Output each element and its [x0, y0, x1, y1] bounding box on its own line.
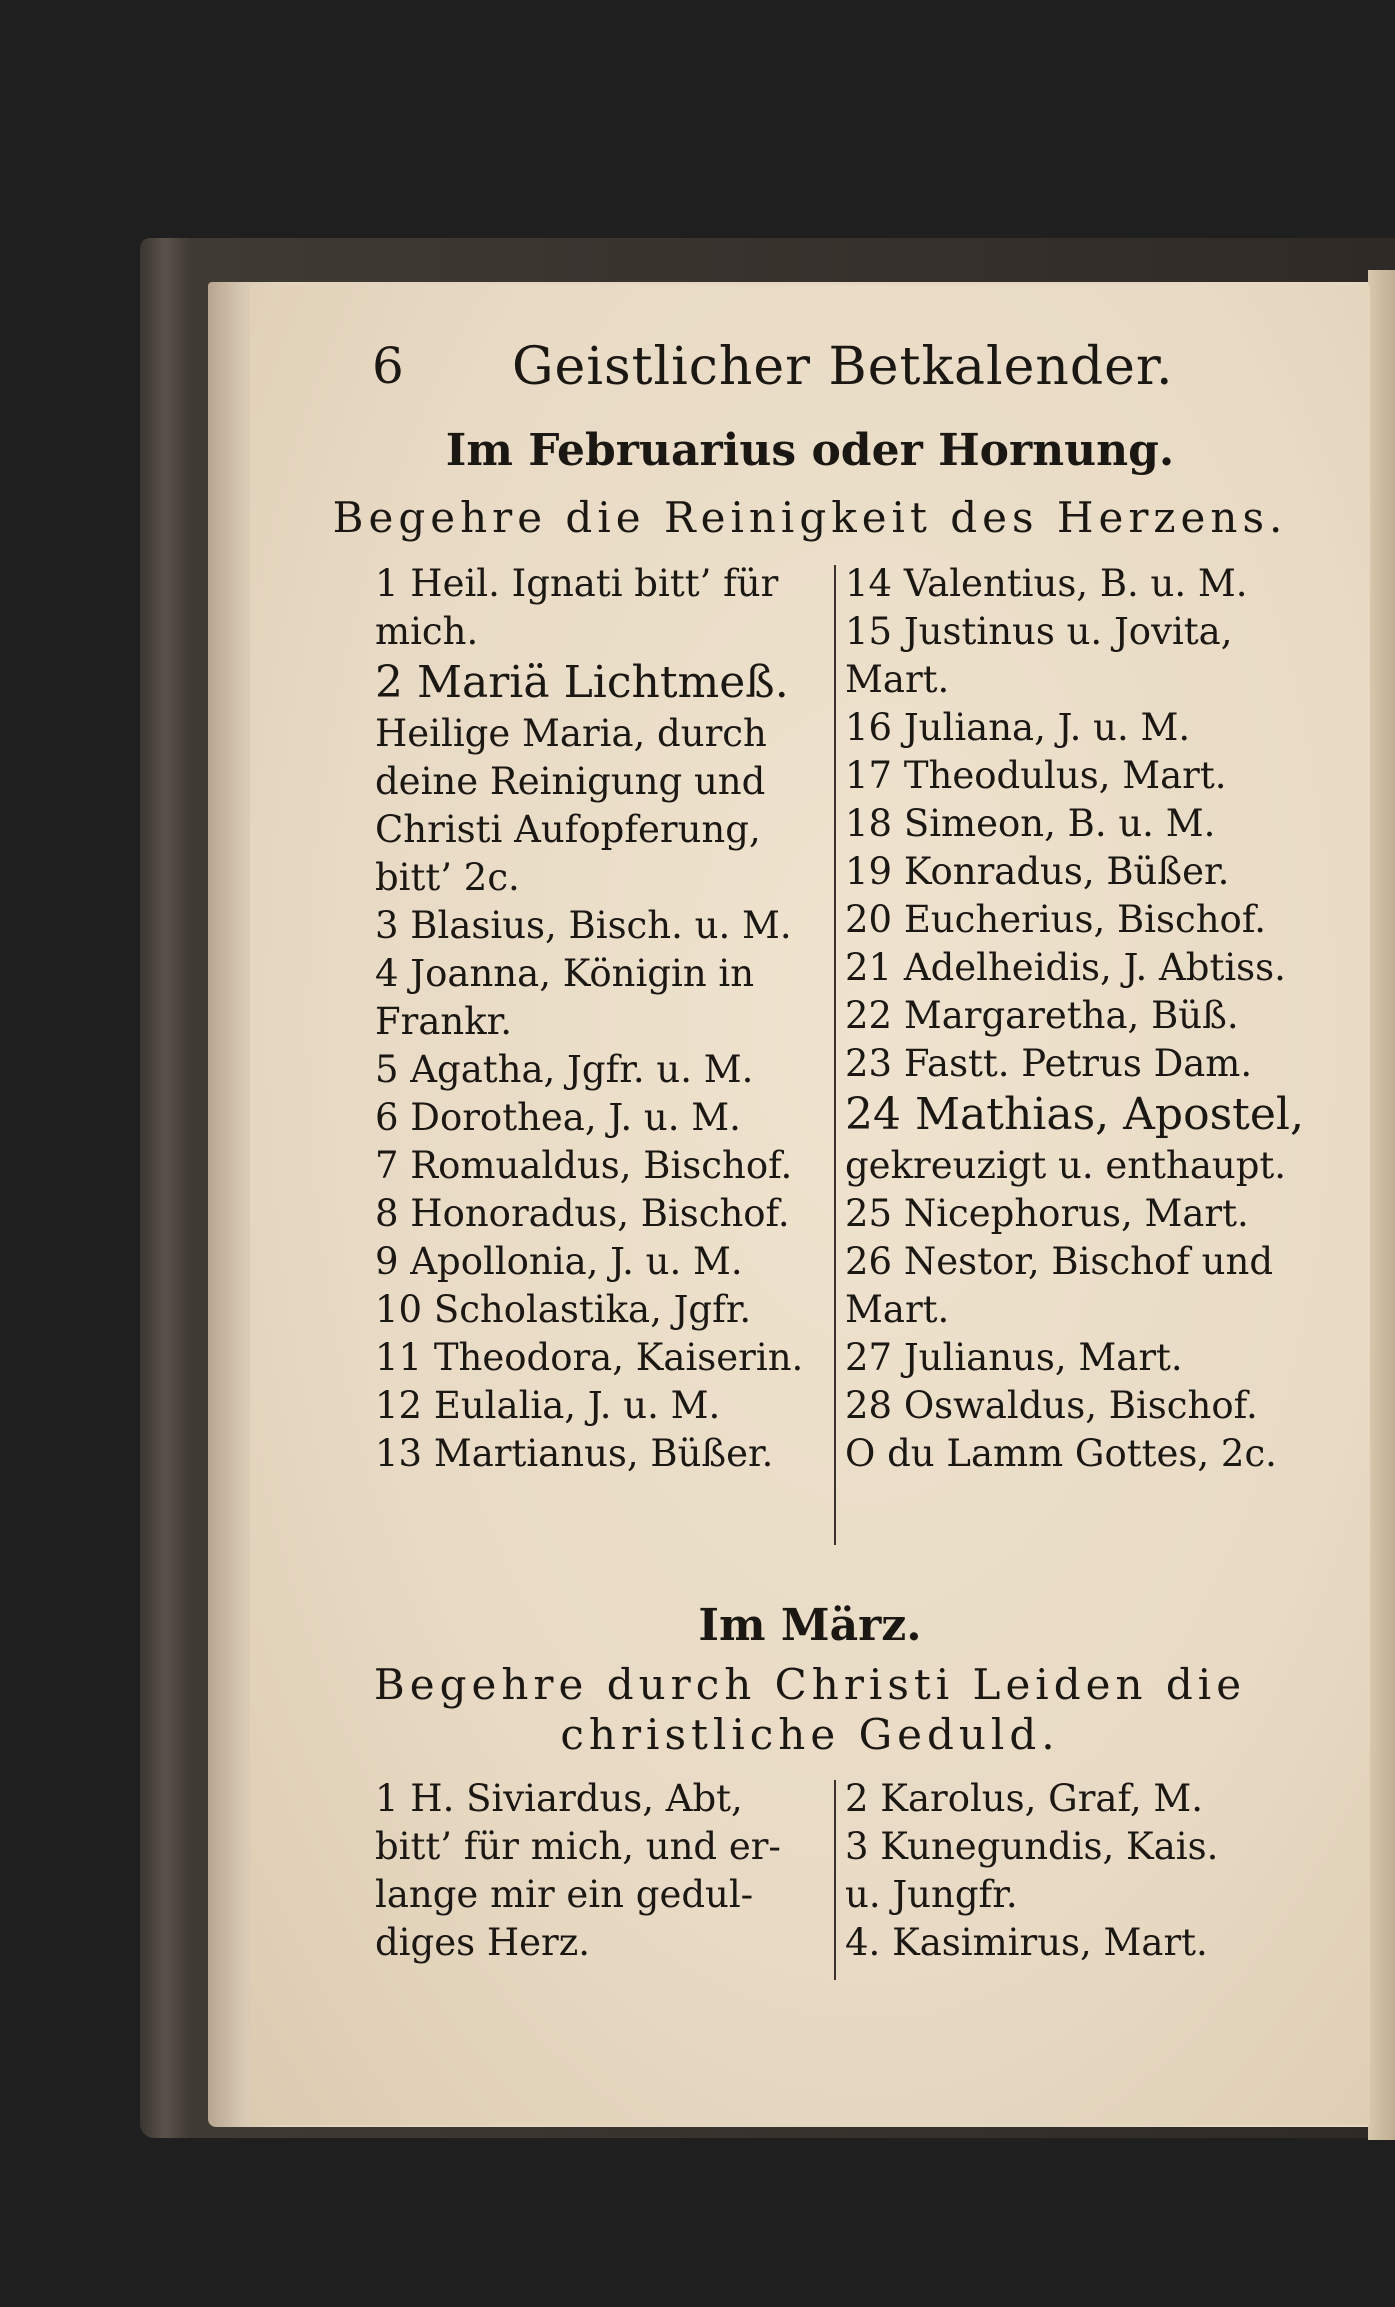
calendar-entry: 24 Mathias, Apostel, [845, 1089, 1304, 1140]
calendar-entry: 4 Joanna, Königin in [375, 952, 755, 995]
march-title: Im März. [698, 1600, 922, 1651]
calendar-entry: diges Herz. [375, 1921, 590, 1964]
calendar-entry: 2 Mariä Lichtmeß. [375, 657, 789, 708]
calendar-entry: 14 Valentius, B. u. M. [845, 562, 1248, 605]
calendar-entry: 23 Fastt. Petrus Dam. [845, 1042, 1253, 1085]
calendar-entry: Frankr. [375, 1000, 513, 1043]
calendar-entry: 13 Martianus, Büßer. [375, 1432, 774, 1475]
calendar-entry: 9 Apollonia, J. u. M. [375, 1240, 743, 1283]
calendar-entry: Christi Aufopferung, [375, 808, 761, 851]
calendar-entry: 4. Kasimirus, Mart. [845, 1921, 1208, 1964]
calendar-entry: Heilige Maria, durch [375, 712, 767, 755]
march-left-column [375, 1775, 825, 1967]
calendar-entry: 17 Theodulus, Mart. [845, 754, 1227, 797]
february-right-column [845, 560, 1305, 1478]
calendar-entry: bitt’ für mich, und er- [375, 1825, 781, 1868]
next-page-edge [1368, 270, 1395, 2140]
calendar-entry: 3 Kunegundis, Kais. [845, 1825, 1219, 1868]
calendar-entry: u. Jungfr. [845, 1873, 1018, 1916]
february-left-column [375, 560, 825, 1478]
calendar-entry: Mart. [845, 658, 950, 701]
page-header [372, 337, 1312, 397]
calendar-entry: 20 Eucherius, Bischof. [845, 898, 1266, 941]
calendar-entry: 26 Nestor, Bischof und [845, 1240, 1274, 1283]
calendar-entry: 18 Simeon, B. u. M. [845, 802, 1216, 845]
calendar-entry: 5 Agatha, Jgfr. u. M. [375, 1048, 754, 1091]
calendar-entry: bitt’ 2c. [375, 856, 520, 899]
calendar-entry: 1 H. Siviardus, Abt, [375, 1777, 743, 1820]
calendar-entry: 27 Julianus, Mart. [845, 1336, 1183, 1379]
calendar-entry: O du Lamm Gottes, 2c. [845, 1432, 1277, 1475]
calendar-entry: 11 Theodora, Kaiserin. [375, 1336, 804, 1379]
calendar-entry: 10 Scholastika, Jgfr. [375, 1288, 752, 1331]
calendar-entry: deine Reinigung und [375, 760, 766, 803]
running-title: Geistlicher Betkalender. [512, 337, 1174, 397]
calendar-entry: 25 Nicephorus, Mart. [845, 1192, 1249, 1235]
calendar-entry: 8 Honoradus, Bischof. [375, 1192, 790, 1235]
calendar-entry: lange mir ein gedul- [375, 1873, 754, 1916]
calendar-entry: Mart. [845, 1288, 950, 1331]
march-motto-line-1: Begehre durch Christi Leiden die [373, 1660, 1247, 1709]
calendar-entry: 3 Blasius, Bisch. u. M. [375, 904, 792, 947]
calendar-entry: 2 Karolus, Graf, M. [845, 1777, 1203, 1820]
calendar-entry: 12 Eulalia, J. u. M. [375, 1384, 721, 1427]
calendar-entry: 7 Romualdus, Bischof. [375, 1144, 793, 1187]
page-number: 6 [372, 337, 404, 395]
february-motto: Begehre die Reinigkeit des Herzens. [332, 493, 1288, 542]
march-right-column [845, 1775, 1305, 1967]
calendar-entry: 21 Adelheidis, J. Abtiss. [845, 946, 1286, 989]
calendar-entry: 16 Juliana, J. u. M. [845, 706, 1191, 749]
calendar-entry: 22 Margaretha, Büß. [845, 994, 1239, 1037]
column-divider [834, 1780, 836, 1980]
calendar-entry: 15 Justinus u. Jovita, [845, 610, 1233, 653]
book-page [250, 285, 1370, 2125]
march-motto-line-2: christliche Geduld. [560, 1710, 1060, 1759]
calendar-entry: gekreuzigt u. enthaupt. [845, 1144, 1287, 1187]
column-divider [834, 565, 836, 1545]
calendar-entry: 28 Oswaldus, Bischof. [845, 1384, 1258, 1427]
calendar-entry: 1 Heil. Ignati bitt’ für [375, 562, 779, 605]
calendar-entry: mich. [375, 610, 479, 653]
february-title: Im Februarius oder Hornung. [445, 425, 1175, 476]
calendar-entry: 6 Dorothea, J. u. M. [375, 1096, 741, 1139]
calendar-entry: 19 Konradus, Büßer. [845, 850, 1230, 893]
